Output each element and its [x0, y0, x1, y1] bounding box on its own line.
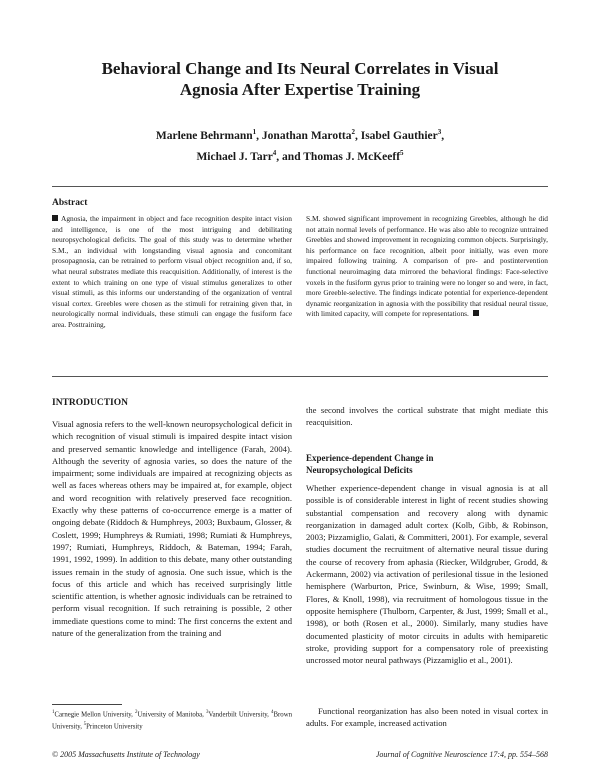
abstract-end-mark: [473, 310, 479, 316]
intro-left-column: Visual agnosia refers to the well-known neuropsychological deficit in which recognition of visual stimuli is impaired despite intact vision and preserved semantic knowledge and intelligence (Farah, 2004). Although the severity of agnosia varies, so does the nature of the impairment; some individuals are impaired at recognizing objects as well as faces whereas others may be impaired at, for example, object and word recognition with relatively preserved face recognition. Exactly why these patterns of co-occurrence emerge is a matter of ongoing debate (Riddoch & Humphreys, 2003; Buxbaum, Glosser, & Coslett, 1999; Humphreys & Rumiati, 1998; Rumiati & Humphreys, 1997; Rumiati, Humphreys, Riddoch, & Bateman, 1994; Farah, 1991, 1992, 1999). In addition to this debate, many other outstanding issues remain in the study of agnosia. One such issue, which is the focus of this article and which has received surprisingly little scientific attention, is whether agnosic individuals can be retrained to perform visual recognition. If such retraining is possible, 2 other immediate questions come to mind: The first concerns the extent and nature of the generalization from the training and: [52, 419, 292, 639]
author-separator: ,: [256, 129, 262, 142]
affiliation: Carnegie Mellon University,: [54, 711, 135, 719]
abstract-left-column: [52, 214, 292, 331]
subsection-heading: [306, 453, 551, 476]
footnote-marker: 4: [271, 710, 274, 715]
abstract-right-column: [306, 214, 548, 320]
affiliation-marker: 5: [400, 148, 404, 157]
author-name: Isabel Gauthier: [360, 129, 438, 142]
footnote-marker: 1: [52, 710, 55, 715]
author-line-1: [40, 124, 560, 145]
affiliation: Vanderbilt University,: [208, 711, 271, 719]
affiliation: University of Manitoba,: [137, 711, 206, 719]
title-line-1: Behavioral Change and Its Neural Correlates in Visual: [101, 59, 499, 78]
copyright-footer: © 2005 Massachusetts Institute of Technology: [52, 750, 200, 759]
author-separator: ,: [441, 129, 445, 142]
author-name: Jonathan Marotta: [261, 129, 352, 142]
author-separator: ,: [354, 129, 361, 142]
subsection-paragraph-2: Functional reorganization has also been noted in visual cortex in adults. For example, increased activation: [306, 706, 548, 729]
subsection-paragraph-1: Whether experience-dependent change in visual agnosia is at all possible is of considerable interest in light of recent studies showing substantial compensation and recovery along with dynamic reorganization in damaged adult cortex (Kolb, Gibb, & Robinson, 2003; Pizzamiglio, Galati, & Committeri, 2001). For example, several studies document the recruitment of alternative neural tissue during the course of recovery from aphasia (Riecker, Wildgruber, Grodd, & Ackermann, 2002) via activation of perilesional tissue in the lesioned hemisphere (Warburton, Price, Swinburn, & Wise, 1999; Small, Flores, & Knoll, 1998), via recruitment of homologous tissue in the opposite hemisphere (Thulborn, Carpenter, & Just, 1999; Small et al., 1998), or both (Rosen et al., 2000). Similarly, many studies have documented plasticity of motor circuits in adults with hemiparetic stroke, providing support for a compensatory role of preexisting uncrossed motor neural pathways (Pizzamiglio et al., 2001).: [306, 483, 548, 666]
author-name: Thomas J. McKeeff: [303, 150, 401, 163]
footnote-rule: [52, 704, 122, 705]
journal-citation-footer: Journal of Cognitive Neuroscience 17:4, pp. 554–568: [375, 750, 548, 759]
section-heading-introduction: INTRODUCTION: [52, 398, 129, 408]
abstract-start-mark: [52, 215, 58, 221]
footnote-marker: 2: [135, 710, 138, 715]
affiliation-marker: 3: [437, 128, 442, 136]
abstract-left-text: Agnosia, the impairment in object and face recognition despite intact vision and intelligence, is one of the most intriguing and debilitating neuropsychological deficits. The goal of this study was to determine whether S.M., an individual with longstanding visual agnosia and concomitant prosopagnosia, can be retrained to perform visual object recognition and, if so, what neural substrates mediate this reacquisition. Additionally, of interest is the extent to which training on one type of visual stimulus generalizes to other visual stimuli, as this informs our understanding of the organization of ventral visual cortex. Greebles were chosen as the stimuli for retraining given that, in neurologically normal individuals, these stimuli can engage the fusiform face area. Posttraining,: [52, 214, 292, 329]
affiliations-footnote: [52, 708, 292, 732]
paper-title: [40, 58, 560, 100]
abstract-heading: Abstract: [52, 198, 88, 208]
intro-right-column: the second involves the cortical substrate that might mediate this reacquisition.: [306, 405, 548, 428]
abstract-top-rule: [52, 186, 548, 187]
title-line-2: Agnosia After Expertise Training: [179, 80, 421, 99]
affiliation-marker: 1: [252, 128, 257, 136]
abstract-right-text: S.M. showed significant improvement in recognizing Greebles, although he did not attain normal levels of performance. He was also able to recognize untrained Greebles and showed improvement in recognizing common objects. Surprisingly, his performance on face recognition, albeit poor initially, was even more impaired following training. A comparison of pre- and postintervention functional neuroimaging data mirrored the behavioral findings: Face-selective voxels in the fusiform gyrus prior to training were no longer so and were, in fact, more Greeble-selective. The findings indicate potential for experience-dependent dynamic reorganization in agnosia with the possibility that residual neural tissue, with limited capacity, will compete for representations.: [306, 214, 548, 319]
abstract-bottom-rule: [52, 376, 548, 377]
affiliation-marker: 4: [272, 148, 277, 157]
subsection-heading-line-2: Neuropsychological Deficits: [306, 464, 413, 475]
author-line-2: [40, 145, 560, 166]
affiliation: Princeton University: [86, 723, 143, 731]
footnote-marker: 5: [83, 721, 87, 727]
author-name: Michael J. Tarr: [196, 150, 273, 163]
author-name: Marlene Behrmann: [155, 129, 253, 142]
author-separator: , and: [276, 150, 304, 163]
affiliation: Brown University,: [52, 711, 293, 731]
subsection-heading-line-1: Experience-dependent Change in: [306, 453, 434, 463]
footnote-marker: 3: [205, 710, 209, 715]
author-list: [40, 124, 560, 166]
affiliation-marker: 2: [351, 128, 355, 136]
